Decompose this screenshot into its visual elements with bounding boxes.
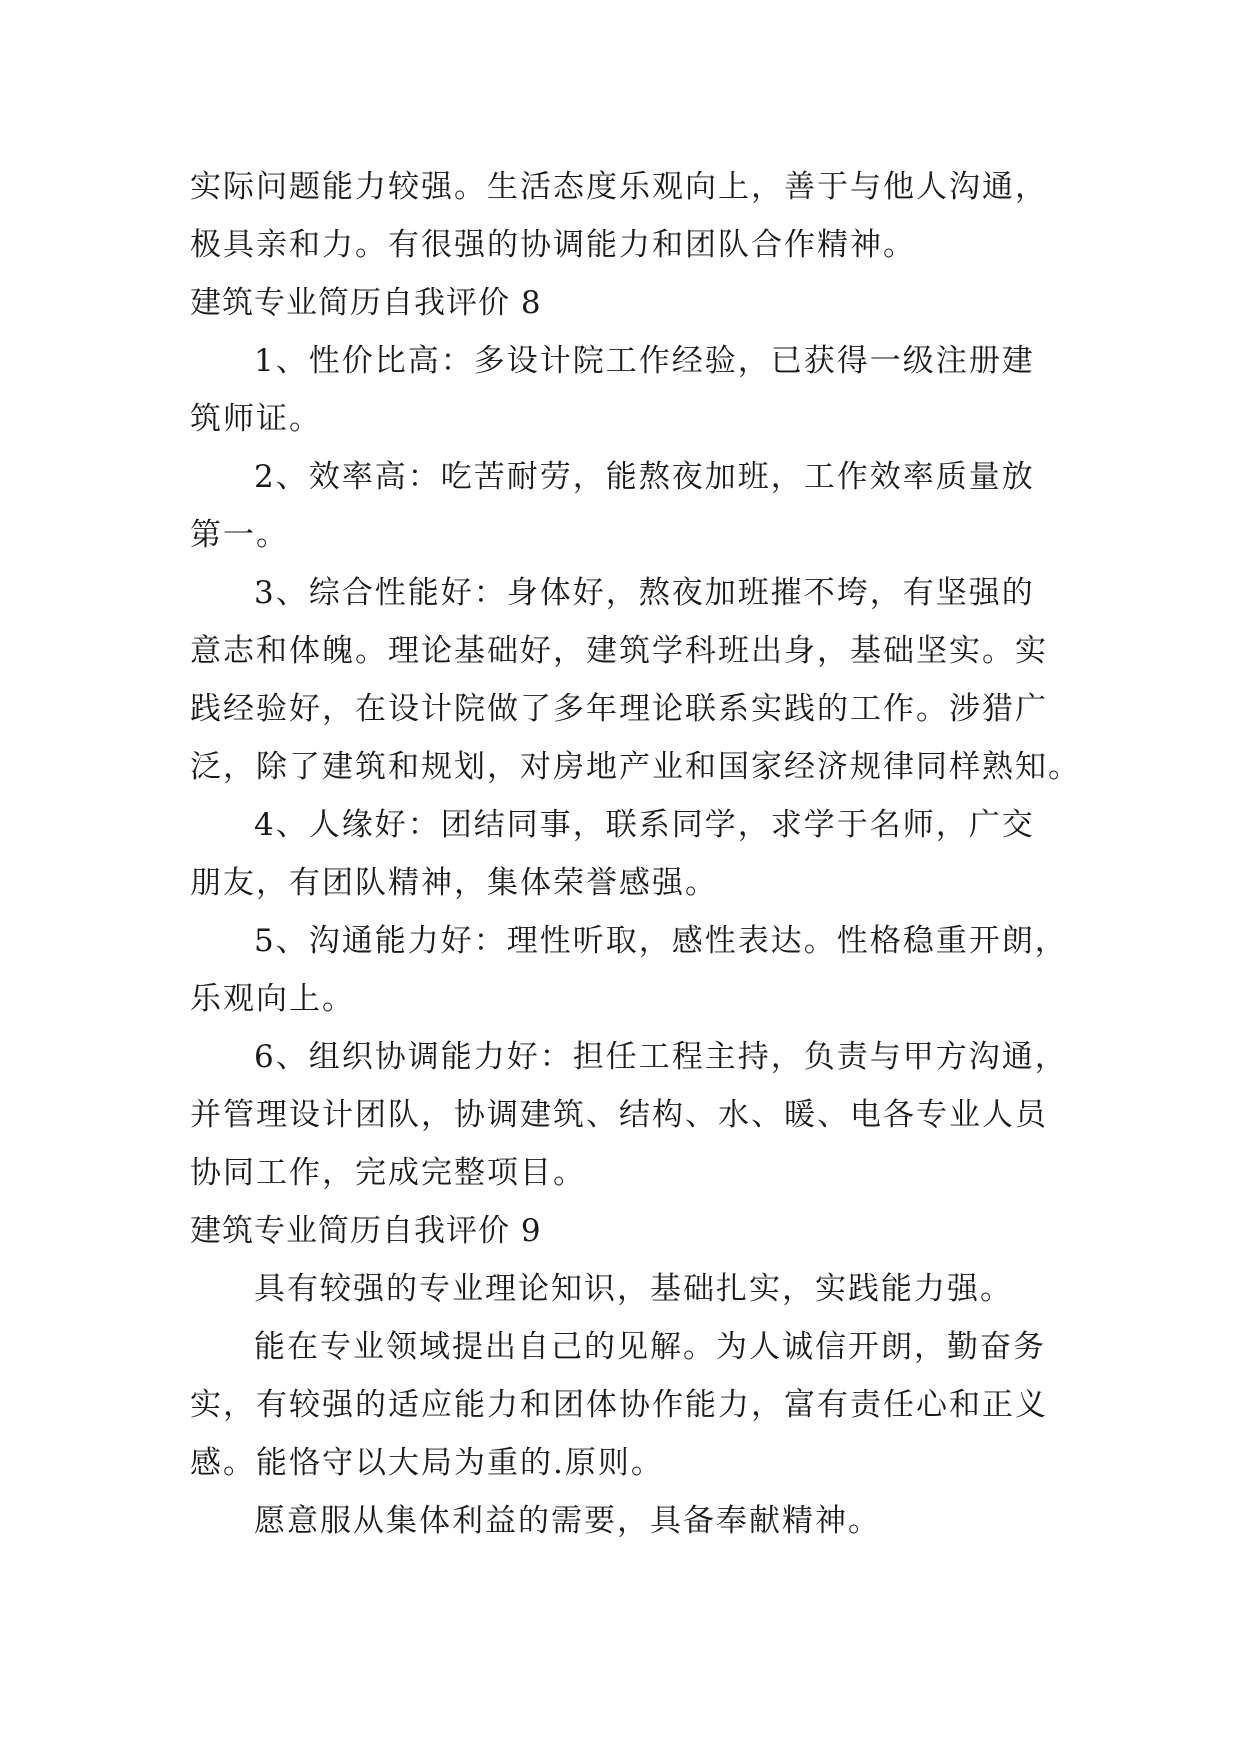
paragraph-line: 2、效率高：吃苦耐劳，能熬夜加班，工作效率质量放 [254,459,1035,495]
section-heading-8: 建筑专业简历自我评价 8 [190,285,542,321]
paragraph-line: 3、综合性能好：身体好，熬夜加班摧不垮，有坚强的 [254,575,1035,611]
paragraph-line: 朋友，有团队精神，集体荣誉感强。 [190,865,718,901]
paragraph-line: 4、人缘好：团结同事，联系同学，求学于名师，广交 [254,807,1035,843]
paragraph-line: 践经验好，在设计院做了多年理论联系实践的工作。涉猎广 [190,691,1048,727]
paragraph-line: 具有较强的专业理论知识，基础扎实，实践能力强。 [254,1271,1013,1307]
paragraph-line: 6、组织协调能力好：担任工程主持，负责与甲方沟通， [254,1039,1068,1075]
section-heading-9: 建筑专业简历自我评价 9 [190,1213,542,1249]
document-body [190,158,1081,1550]
paragraph-line: 协同工作，完成完整项目。 [190,1155,586,1191]
paragraph-line: 能在专业领域提出自己的见解。为人诚信开朗，勤奋务 [254,1329,1046,1365]
paragraph-line: 第一。 [190,517,289,553]
paragraph-line: 1、性价比高：多设计院工作经验，已获得一级注册建 [254,343,1035,379]
paragraph-line: 实，有较强的适应能力和团体协作能力，富有责任心和正义 [190,1387,1048,1423]
paragraph-line: 愿意服从集体利益的需要，具备奉献精神。 [254,1503,881,1539]
paragraph-line: 泛，除了建筑和规划，对房地产业和国家经济规律同样熟知。 [190,749,1081,785]
paragraph-line: 5、沟通能力好：理性听取，感性表达。性格稳重开朗， [254,923,1068,959]
paragraph-line: 乐观向上。 [190,981,355,1017]
paragraph-line: 极具亲和力。有很强的协调能力和团队合作精神。 [190,227,916,263]
paragraph-line: 并管理设计团队，协调建筑、结构、水、暖、电各专业人员 [190,1097,1048,1133]
paragraph-line: 筑师证。 [190,401,322,437]
paragraph-line: 实际问题能力较强。生活态度乐观向上，善于与他人沟通， [190,169,1048,205]
paragraph-line: 感。能恪守以大局为重的.原则。 [190,1445,664,1481]
paragraph-line: 意志和体魄。理论基础好，建筑学科班出身，基础坚实。实 [190,633,1048,669]
